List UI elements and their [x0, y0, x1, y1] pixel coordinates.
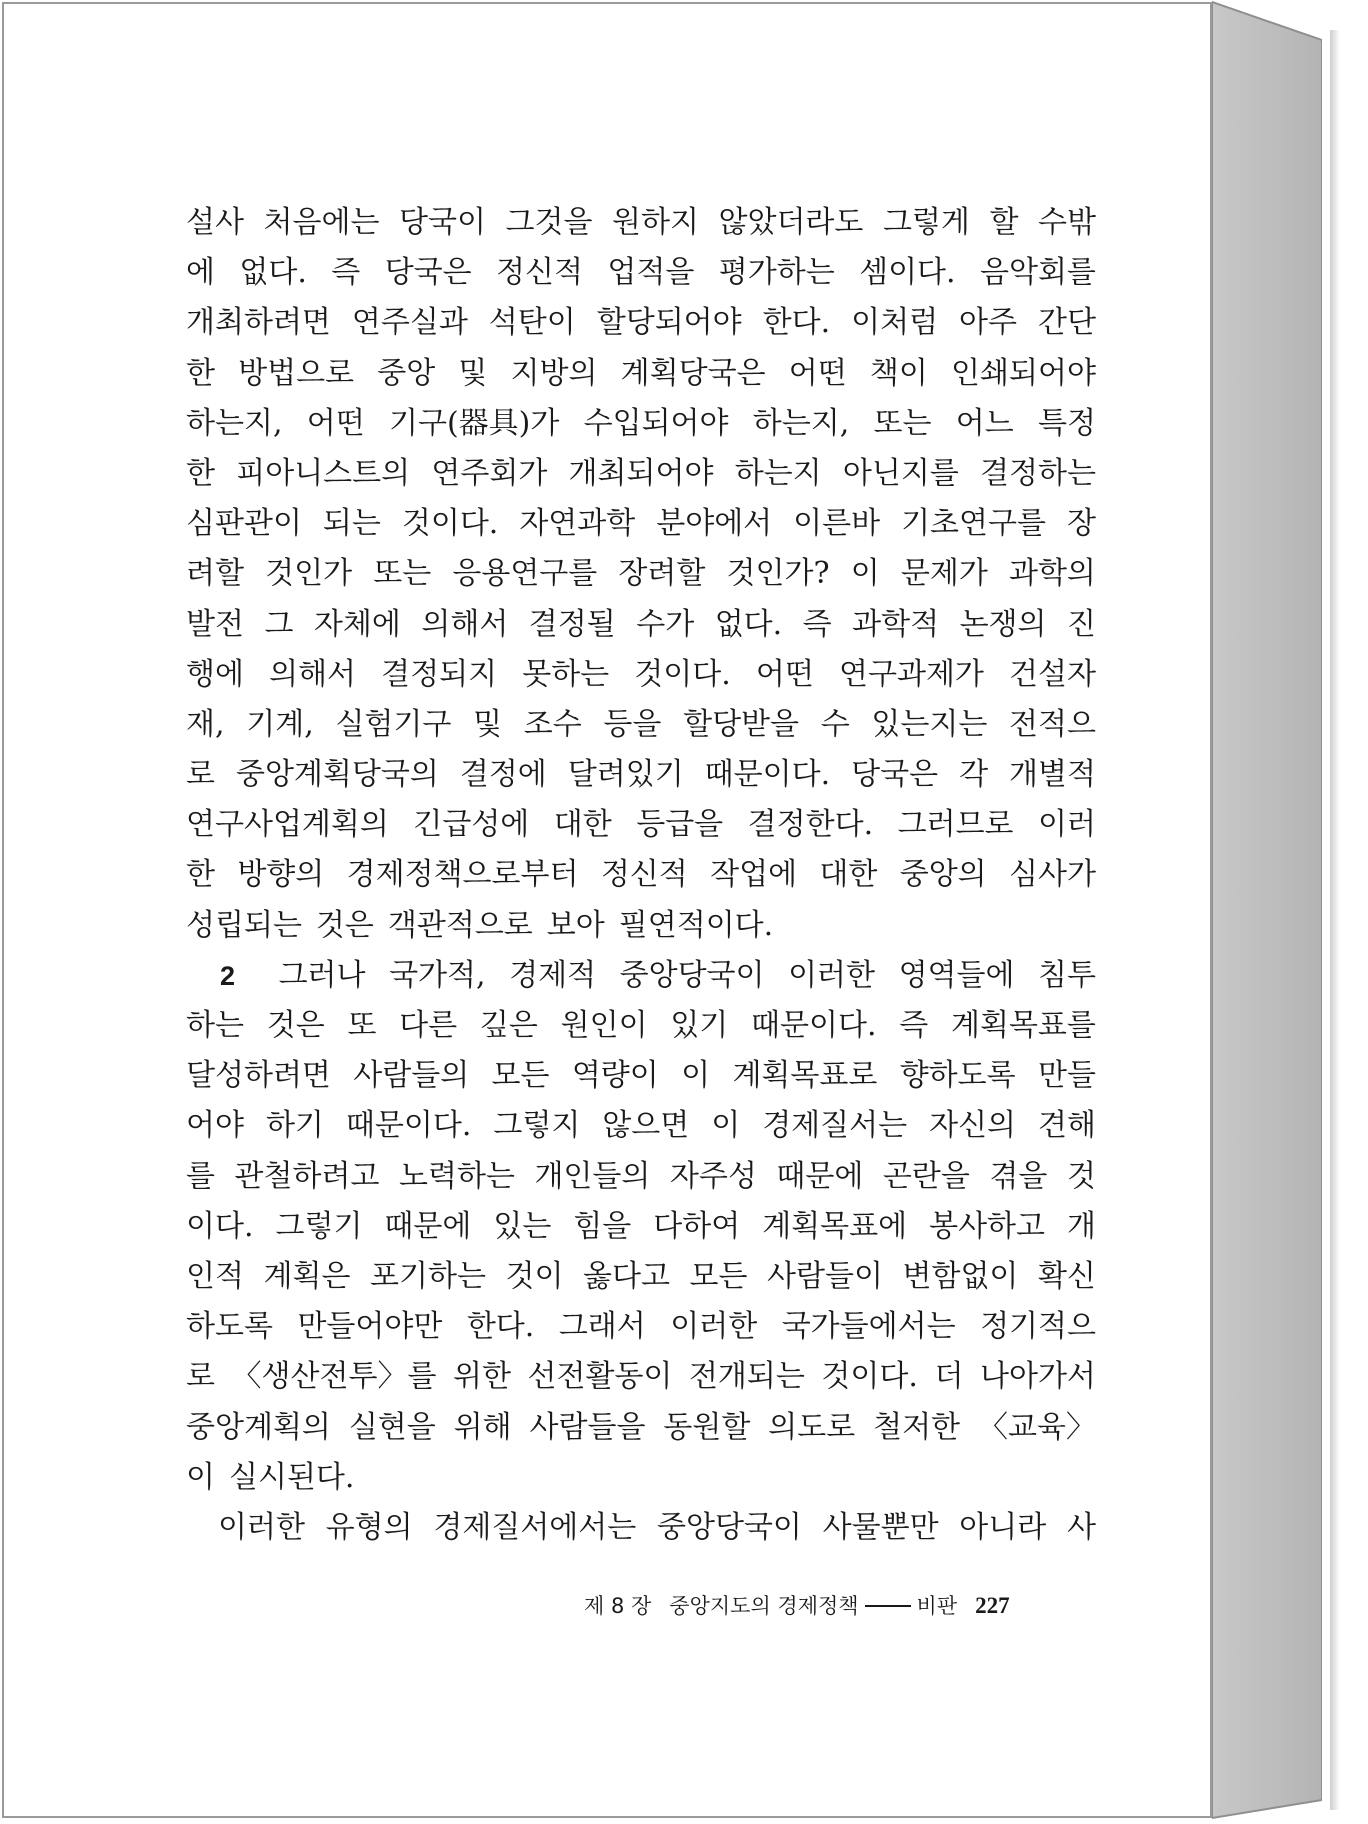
text-line	[186, 650, 1096, 700]
word: 등급을	[636, 807, 724, 843]
word: 못하는	[522, 656, 610, 692]
body-text	[186, 198, 1096, 1553]
word: 의해서	[421, 606, 509, 642]
text-line	[186, 850, 1096, 900]
word: 개최되어야	[568, 455, 714, 491]
word: 아니라	[959, 1509, 1047, 1545]
word: 원인이	[560, 1008, 648, 1043]
word: 즉	[899, 1008, 929, 1043]
word: 하는	[186, 1008, 244, 1043]
word: 기초연구를	[901, 506, 1046, 542]
word: 경제질서는	[762, 1108, 908, 1144]
text-line	[186, 349, 1096, 399]
word: 셈이다.	[859, 255, 956, 291]
word: 하는지,	[752, 405, 850, 441]
word: 계획은	[263, 1258, 351, 1294]
word: 한	[186, 455, 215, 491]
word: 발전	[186, 606, 244, 642]
word: 것은	[315, 907, 374, 943]
paragraph-2	[186, 951, 1096, 1503]
word: 그렇게	[882, 205, 970, 240]
word: 즉	[331, 255, 361, 291]
word: 응용연구를	[452, 556, 598, 592]
footer-title-suffix: 비판	[916, 1594, 958, 1618]
word: 이	[186, 1459, 215, 1495]
word: 향하도록	[899, 1058, 1016, 1094]
word: 어야	[186, 1108, 244, 1144]
word: 있기	[670, 1008, 729, 1043]
word: 에	[186, 255, 215, 291]
book-shadow	[1330, 30, 1340, 1810]
word: 필연적이다.	[618, 907, 774, 943]
word: 그것을	[505, 205, 593, 240]
word: 이처럼	[851, 305, 939, 341]
word: 수밖	[1037, 205, 1096, 240]
word: 그래서	[558, 1309, 646, 1345]
text-line	[186, 600, 1096, 650]
text-line	[186, 1152, 1096, 1202]
word: 견해	[1038, 1108, 1096, 1144]
word: 기계,	[246, 706, 314, 742]
word: 자주성	[669, 1158, 757, 1194]
word: 있는	[493, 1208, 552, 1244]
word: 대한	[819, 857, 878, 893]
word: 나아가서	[979, 1359, 1096, 1395]
word: 것은	[266, 1008, 325, 1043]
word: 또는	[873, 405, 932, 441]
word: 때문이다.	[704, 757, 831, 793]
text-line	[186, 198, 1096, 248]
word: 보아	[546, 907, 605, 943]
word: 개인들의	[534, 1158, 651, 1194]
paragraph-3	[186, 1503, 1096, 1553]
word: 대한	[553, 807, 612, 843]
word: 책이	[869, 355, 928, 391]
word: 실험기구	[335, 706, 452, 742]
word: 〈생산전투〉를	[231, 1359, 437, 1395]
word: 깊은	[479, 1008, 538, 1043]
text-line	[186, 549, 1096, 599]
word: 지방의	[510, 355, 598, 391]
word: 영역들에	[898, 957, 1015, 993]
word: 곤란을	[882, 1158, 970, 1194]
word: 한다.	[466, 1309, 535, 1345]
word: 자신의	[929, 1108, 1017, 1144]
word: 계획목표에	[762, 1208, 908, 1244]
word: 방향의	[237, 857, 325, 893]
word: 이러	[1038, 807, 1096, 843]
word: 역량이	[571, 1058, 659, 1094]
word: 간단	[1038, 305, 1096, 341]
word: 달려있기	[567, 757, 684, 793]
word: 이른바	[793, 506, 881, 542]
word: 침투	[1038, 957, 1096, 993]
word: 계획당국은	[620, 355, 766, 391]
word: 당국은	[851, 757, 939, 793]
word: 전개되는	[688, 1359, 805, 1395]
word: 연구과제가	[839, 656, 984, 692]
word: 수	[820, 706, 850, 742]
word: 모든	[689, 1258, 748, 1294]
word: 할당받을	[683, 706, 800, 742]
word: 옳다고	[583, 1258, 670, 1294]
word: 것이다.	[401, 506, 499, 542]
text-line	[186, 951, 1096, 1001]
text-line	[186, 1352, 1096, 1402]
text-line	[186, 1403, 1096, 1453]
word: 정신적	[496, 255, 583, 291]
word: 및	[458, 355, 488, 391]
text-line	[186, 1453, 1096, 1503]
word: 철저한	[873, 1409, 961, 1445]
word: 당국이	[398, 205, 486, 240]
word: 결정될	[528, 606, 616, 642]
word: 할당되어야	[596, 305, 742, 341]
word: 한다.	[762, 305, 831, 341]
text-line	[186, 1252, 1096, 1302]
word: 또는	[373, 556, 432, 592]
word: 않으면	[602, 1108, 690, 1144]
footer-chapter: 제 8 장	[584, 1594, 652, 1618]
word: 유형의	[325, 1509, 413, 1545]
word: 결정에	[459, 757, 547, 793]
word: 한	[186, 857, 215, 893]
word: 개	[1067, 1208, 1096, 1244]
word: 장려할	[618, 556, 706, 592]
footer-title: 중앙지도의 경제정책	[669, 1594, 859, 1618]
word: 이	[850, 556, 880, 592]
word: 봉사하고	[929, 1208, 1046, 1244]
footer-dash	[865, 1605, 911, 1607]
paragraph-1	[186, 198, 1096, 951]
word: 행에	[186, 656, 244, 692]
word: 것이	[505, 1258, 564, 1294]
word: 것인가?	[726, 556, 830, 592]
word: 연주회가	[431, 455, 548, 491]
word: 되는	[322, 506, 381, 542]
word: 계획목표로	[732, 1058, 878, 1094]
word: 이러한	[670, 1309, 758, 1345]
word: 것이다.	[634, 656, 731, 692]
text-line	[186, 248, 1096, 298]
word: 로	[186, 1359, 215, 1395]
text-line	[186, 449, 1096, 499]
word: 어떤	[306, 405, 365, 441]
word: 다하여	[653, 1208, 741, 1244]
word: 한	[186, 355, 215, 391]
word: 이다.	[186, 1208, 254, 1244]
word: 달성하려면	[186, 1058, 331, 1094]
word: 객관적으로	[387, 907, 533, 943]
word: 아주	[959, 305, 1018, 341]
word: 모든	[491, 1058, 550, 1094]
word: 특정	[1038, 405, 1096, 441]
word: 더	[934, 1359, 964, 1395]
word: 사물뿐만	[822, 1509, 939, 1545]
word: 각	[959, 757, 989, 793]
word: 석탄이	[488, 305, 576, 341]
text-line	[186, 1101, 1096, 1151]
word: 결정하는	[980, 455, 1096, 491]
word: 어떤	[788, 355, 847, 391]
word: 인쇄되어야	[951, 355, 1096, 391]
word: 개최하려면	[186, 305, 331, 341]
word: 하도록	[186, 1309, 273, 1345]
word: 자연과학	[519, 506, 636, 542]
word: 위한	[452, 1359, 511, 1395]
word: 하는지,	[186, 405, 283, 441]
word: 이	[711, 1108, 741, 1144]
word: 경제정책으로부터	[346, 857, 579, 893]
word: 다른	[399, 1008, 458, 1043]
word: 사람들을	[529, 1409, 646, 1445]
text-line	[186, 399, 1096, 449]
word: 결정한다.	[747, 807, 874, 843]
word: 하기	[265, 1108, 324, 1144]
word: 것인가	[265, 556, 353, 592]
word: 것이다.	[821, 1359, 918, 1395]
word: 계획목표를	[950, 1008, 1096, 1043]
text-line	[186, 1503, 1096, 1553]
word: 중앙당국이	[619, 957, 765, 993]
text-line	[186, 901, 1096, 951]
word: 및	[473, 706, 503, 742]
word: 않았더라도	[718, 205, 864, 240]
text-line	[186, 1202, 1096, 1252]
word: 아닌지를	[842, 455, 959, 491]
word: 진	[1067, 606, 1096, 642]
word: 의해서	[269, 656, 357, 692]
word: 그러므로	[897, 807, 1014, 843]
word: 사람들이	[767, 1258, 883, 1294]
word: 정신적	[600, 857, 688, 893]
word: 그렇기	[275, 1208, 363, 1244]
text-line	[186, 1001, 1096, 1051]
word: 중앙당국이	[656, 1509, 802, 1545]
book-page-edge	[1212, 0, 1322, 1824]
word: 중앙의	[899, 857, 987, 893]
word: 전적으	[1009, 706, 1096, 742]
word: 이러한	[218, 1509, 305, 1545]
word: 의도로	[768, 1409, 856, 1445]
word: 자체에	[313, 606, 401, 642]
word: 실시된다.	[228, 1459, 355, 1495]
word: 그	[264, 606, 294, 642]
word: 중앙계획의	[186, 1409, 331, 1445]
text-line	[186, 499, 1096, 549]
word: 려할	[186, 556, 244, 592]
word: 겪을	[989, 1158, 1048, 1194]
word: 국가적,	[389, 957, 486, 993]
text-line	[186, 700, 1096, 750]
word: 때문에	[384, 1208, 472, 1244]
word: 심사가	[1009, 857, 1096, 893]
word: 때문이다.	[345, 1108, 472, 1144]
word: 어떤	[755, 656, 814, 692]
word: 만들	[1037, 1058, 1096, 1094]
word: 없다.	[714, 606, 783, 642]
word: 또	[347, 1008, 377, 1043]
word: 장	[1066, 506, 1096, 542]
word: 과학의	[1008, 556, 1096, 592]
section-number: 2	[220, 960, 236, 991]
word: 업적을	[607, 255, 695, 291]
word: 등을	[603, 706, 662, 742]
word: 피아니스트의	[236, 455, 411, 491]
word: 사람들의	[353, 1058, 470, 1094]
word: 하는지	[734, 455, 822, 491]
word: 로	[186, 757, 215, 793]
word: 연구사업계획의	[186, 807, 389, 843]
word: 실현을	[348, 1409, 436, 1445]
word: 없다.	[239, 255, 307, 291]
word: 정기적으	[980, 1309, 1096, 1345]
word: 힘을	[573, 1208, 632, 1244]
word: 중앙	[377, 355, 436, 391]
text-line	[186, 800, 1096, 850]
word: 이러한	[788, 957, 876, 993]
word: 성립되는	[186, 907, 302, 943]
word: 어느	[955, 405, 1014, 441]
word: 문제가	[900, 556, 988, 592]
word: 기구(器具)가	[388, 405, 560, 441]
word: 만들어야만	[297, 1309, 443, 1345]
word: 음악회를	[979, 255, 1096, 291]
word: 노력하는	[398, 1158, 515, 1194]
word: 그렇지	[493, 1108, 581, 1144]
word: 포기하는	[370, 1258, 486, 1294]
text-line	[186, 1302, 1096, 1352]
word: 있는지는	[871, 706, 988, 742]
word: 설사	[186, 205, 244, 240]
word: 때문에	[776, 1158, 864, 1194]
word: 할	[989, 205, 1019, 240]
word: 과학적	[852, 606, 940, 642]
word: 동원할	[663, 1409, 751, 1445]
word: 경제질서에서는	[433, 1509, 637, 1545]
word: 처음에는	[263, 205, 380, 240]
word: 〈교육〉	[977, 1409, 1096, 1445]
word: 경제적	[509, 957, 597, 993]
word: 건설자	[1009, 656, 1096, 692]
word: 수입되어야	[583, 405, 729, 441]
word: 방법으로	[238, 355, 355, 391]
word: 평가하는	[718, 255, 835, 291]
word: 를	[186, 1158, 215, 1194]
word: 결정되지	[381, 656, 498, 692]
word: 즉	[802, 606, 832, 642]
word: 조수	[523, 706, 582, 742]
running-footer	[584, 1590, 1074, 1620]
page-number: 227	[975, 1593, 1010, 1618]
word: 때문이다.	[751, 1008, 877, 1043]
word: 선전활동이	[527, 1359, 673, 1395]
word: 그러나	[278, 957, 366, 993]
text-line	[186, 1051, 1096, 1101]
word: 것	[1066, 1158, 1096, 1194]
word: 연주실과	[351, 305, 468, 341]
word: 당국은	[384, 255, 472, 291]
word: 중앙계획당국의	[235, 757, 439, 793]
text-line	[186, 750, 1096, 800]
word: 긴급성에	[413, 807, 530, 843]
word: 재,	[186, 706, 225, 742]
word: 국가들에서는	[781, 1309, 956, 1345]
word: 개별적	[1009, 757, 1096, 793]
word: 심판관이	[186, 506, 302, 542]
word: 위해	[453, 1409, 512, 1445]
word: 인적	[186, 1258, 244, 1294]
word: 작업에	[710, 857, 798, 893]
word: 확신	[1037, 1258, 1096, 1294]
text-line	[186, 298, 1096, 348]
word: 이	[681, 1058, 711, 1094]
word: 논쟁의	[959, 606, 1047, 642]
word: 변함없이	[902, 1258, 1019, 1294]
word: 수가	[636, 606, 695, 642]
word: 원하지	[611, 205, 699, 240]
word: 분야에서	[656, 506, 773, 542]
word: 사	[1066, 1509, 1096, 1545]
word: 관철하려고	[234, 1158, 380, 1194]
